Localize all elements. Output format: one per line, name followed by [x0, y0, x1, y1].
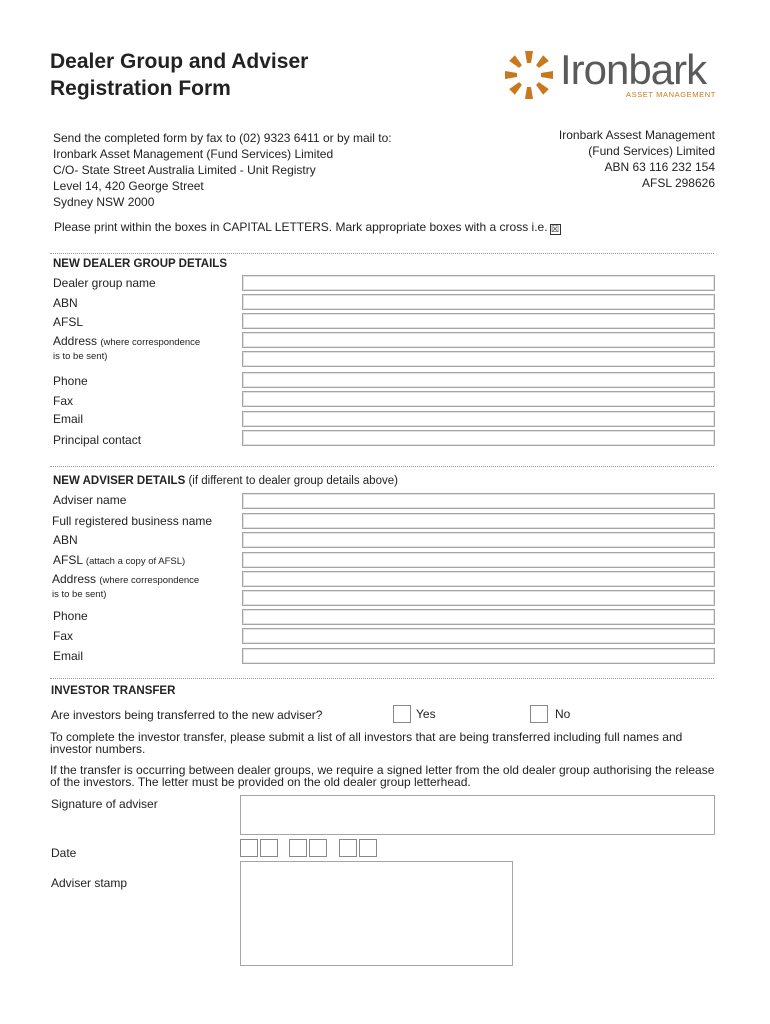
dealer-phone-label: Phone	[53, 374, 88, 388]
adviser-afsl-label	[53, 553, 185, 567]
adviser-fax-field[interactable]	[242, 628, 715, 644]
dealer-fax-label: Fax	[53, 394, 74, 408]
dealer-address-note-line2: is to be sent)	[53, 351, 108, 362]
no-checkbox[interactable]	[530, 705, 548, 723]
adviser-heading-note: (if different to dealer group details above)	[188, 475, 398, 487]
form-instructions	[54, 220, 561, 235]
adviser-address-note-line2: is to be sent)	[52, 589, 107, 600]
dealer-abn-field[interactable]	[242, 294, 715, 310]
dealer-abn-label: ABN	[53, 296, 78, 310]
dealer-afsl-label: AFSL	[53, 315, 84, 329]
adviser-heading-text: NEW ADVISER DETAILS	[53, 475, 186, 487]
adviser-address-field-line2[interactable]	[242, 590, 715, 606]
date-boxes	[240, 839, 380, 857]
adviser-email-label: Email	[53, 649, 84, 663]
adviser-stamp-box[interactable]	[240, 861, 513, 966]
adviser-address-label	[52, 572, 199, 586]
date-year-digit-2[interactable]	[359, 839, 377, 857]
adviser-abn-field[interactable]	[242, 532, 715, 548]
adviser-name-field[interactable]	[242, 493, 715, 509]
dealer-fax-field[interactable]	[242, 391, 715, 407]
address-line: C/O- State Street Australia Limited - Unit Registry	[53, 163, 316, 177]
dealer-group-name-label: Dealer group name	[53, 276, 156, 290]
yes-checkbox[interactable]	[393, 705, 411, 723]
section-divider	[50, 466, 714, 467]
address-line: Ironbark Asset Management (Fund Services) Limited	[53, 147, 334, 161]
adviser-section-heading	[53, 475, 398, 487]
adviser-phone-label: Phone	[53, 609, 88, 623]
date-label: Date	[51, 846, 77, 860]
page-title	[50, 48, 308, 102]
section-divider	[50, 678, 714, 679]
dealer-address-note: (where correspondence	[100, 337, 201, 348]
dealer-letter-requirement: If the transfer is occurring between dealer groups, we require a signed letter from the old dealer group authorising the release of the investors. The letter must be provided on the old dealer group letterhead.	[50, 763, 715, 789]
dealer-address-label	[53, 334, 200, 348]
address-line: Level 14, 420 George Street	[53, 179, 204, 193]
adviser-address-field-line1[interactable]	[242, 571, 715, 587]
adviser-phone-field[interactable]	[242, 609, 715, 625]
business-name-field[interactable]	[242, 513, 715, 529]
principal-contact-label: Principal contact	[53, 433, 142, 447]
crossed-box-example: ☒	[551, 224, 560, 234]
dealer-section-heading: NEW DEALER GROUP DETAILS	[53, 258, 227, 270]
dealer-address-field-line1[interactable]	[242, 332, 715, 348]
adviser-email-field[interactable]	[242, 648, 715, 664]
no-label: No	[555, 707, 571, 721]
address-line: Sydney NSW 2000	[53, 195, 155, 209]
signature-label: Signature of adviser	[51, 797, 158, 811]
investor-transfer-heading: INVESTOR TRANSFER	[51, 685, 176, 697]
transfer-question: Are investors being transferred to the new adviser?	[51, 708, 323, 722]
logo-tagline: ASSET MANAGEMENT	[626, 90, 716, 99]
adviser-fax-label: Fax	[53, 629, 74, 643]
adviser-stamp-label: Adviser stamp	[51, 876, 128, 890]
title-line-2: Registration Form	[50, 77, 231, 100]
dealer-address-text: Address	[53, 334, 98, 348]
date-day-digit-1[interactable]	[240, 839, 258, 857]
company-details	[559, 127, 715, 191]
transfer-instructions: To complete the investor transfer, please submit a list of all investors that are being transferred including full names and investor numbers.	[50, 730, 683, 756]
title-line-1: Dealer Group and Adviser	[50, 50, 309, 73]
adviser-afsl-field[interactable]	[242, 552, 715, 568]
adviser-address-text: Address	[52, 572, 97, 586]
signature-box[interactable]	[240, 795, 715, 835]
yes-label: Yes	[416, 707, 436, 721]
date-year-digit-1[interactable]	[339, 839, 357, 857]
send-instructions: Send the completed form by fax to (02) 9323 6411 or by mail to:	[53, 131, 392, 145]
business-name-label: Full registered business name	[52, 514, 213, 528]
dealer-group-name-field[interactable]	[242, 275, 715, 291]
company-line: (Fund Services) Limited	[588, 144, 715, 158]
company-line: ABN 63 116 232 154	[604, 160, 715, 174]
company-line: AFSL 298626	[642, 176, 715, 190]
date-month-digit-1[interactable]	[289, 839, 307, 857]
dealer-afsl-field[interactable]	[242, 313, 715, 329]
section-divider	[50, 253, 714, 254]
adviser-afsl-note: (attach a copy of AFSL)	[85, 556, 186, 567]
adviser-afsl-text: AFSL	[53, 553, 83, 567]
date-month-digit-2[interactable]	[309, 839, 327, 857]
instructions-text: Please print within the boxes in CAPITAL LETTERS. Mark appropriate boxes with a cross i.e.	[54, 220, 548, 234]
dealer-email-label: Email	[53, 412, 84, 426]
adviser-name-label: Adviser name	[53, 493, 127, 507]
logo-wordmark: Ironbark	[560, 46, 707, 93]
adviser-abn-label: ABN	[53, 533, 78, 547]
principal-contact-field[interactable]	[242, 430, 715, 446]
dealer-email-field[interactable]	[242, 411, 715, 427]
sunburst-logo-icon	[502, 48, 556, 102]
date-day-digit-2[interactable]	[260, 839, 278, 857]
company-line: Ironbark Assest Management	[558, 128, 715, 142]
adviser-address-note: (where correspondence	[99, 575, 200, 586]
mailing-address	[53, 130, 392, 210]
ironbark-logo	[502, 48, 717, 102]
dealer-phone-field[interactable]	[242, 372, 715, 388]
dealer-address-field-line2[interactable]	[242, 351, 715, 367]
